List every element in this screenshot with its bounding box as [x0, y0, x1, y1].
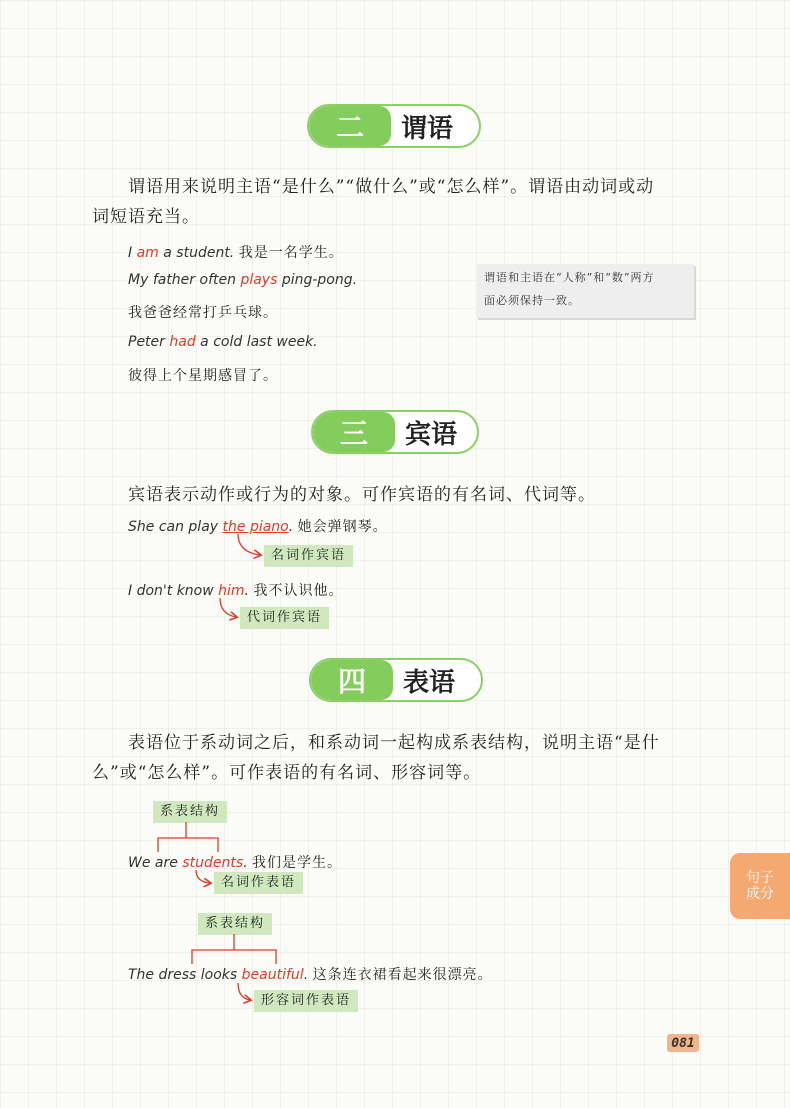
example-sentence: My father often plays ping-pong. [128, 272, 358, 288]
grammar-tag: 名词作表语 [214, 872, 303, 894]
section-title: 宾语 [405, 419, 458, 450]
example-translation: 我不认识他。 [253, 583, 344, 599]
example-translation: 我是一名学生。 [238, 245, 344, 261]
object-paragraph: 宾语表示动作或行为的对象。可作宾语的有名词、代词等。 [128, 485, 596, 505]
example-translation: 她会弹钢琴。 [297, 519, 388, 535]
example-sentence: I am a student. 我是一名学生。 [128, 245, 344, 261]
section-number: 四 [311, 660, 393, 700]
example-sentence: She can play the piano. 她会弹钢琴。 [128, 519, 388, 535]
arrow-line [238, 983, 250, 1000]
arrow-line [196, 870, 210, 883]
predicative-paragraph-line1: 表语位于系动词之后，和系动词一起构成系表结构，说明主语“是什 [128, 733, 660, 753]
example-translation: 彼得上个星期感冒了。 [128, 368, 278, 384]
arrow-line [220, 598, 236, 617]
side-tab-label: 句子成分 [746, 870, 774, 902]
example-sentence: The dress looks beautiful. 这条连衣裙看起来很漂亮。 [128, 967, 493, 983]
structure-tag: 系表结构 [153, 801, 227, 823]
grammar-tag: 代词作宾语 [240, 607, 329, 629]
note-line: 谓语和主语在“人称”和“数”两方 [484, 271, 655, 284]
section-number: 三 [313, 412, 395, 452]
bracket-line [192, 950, 276, 964]
predicate-paragraph-line1: 谓语用来说明主语“是什么”“做什么”或“怎么样”。谓语由动词或动 [128, 177, 655, 197]
grammar-tag: 形容词作表语 [254, 990, 358, 1012]
example-sentence: I don't know him. 我不认识他。 [128, 583, 344, 599]
section-number: 二 [309, 106, 391, 146]
structure-tag: 系表结构 [198, 913, 272, 935]
note-line: 面必须保持一致。 [484, 294, 580, 307]
predicative-paragraph-line2: 么”或“怎么样”。可作表语的有名词、形容词等。 [92, 763, 482, 783]
grammar-tag: 名词作宾语 [264, 545, 353, 567]
example-translation: 我爸爸经常打乒乓球。 [128, 305, 278, 321]
page-number: 081 [667, 1034, 699, 1052]
section-title: 表语 [403, 667, 456, 698]
section-title: 谓语 [401, 113, 454, 144]
example-sentence: We are students. 我们是学生。 [128, 855, 343, 871]
example-translation: 我们是学生。 [252, 855, 343, 871]
chapter-side-tab[interactable] [730, 853, 790, 919]
example-translation: 这条连衣裙看起来很漂亮。 [312, 967, 493, 983]
arrow-line [238, 534, 260, 555]
predicate-paragraph-line2: 词短语充当。 [92, 207, 200, 227]
bracket-line [158, 838, 218, 852]
example-sentence: Peter had a cold last week. [128, 334, 318, 350]
